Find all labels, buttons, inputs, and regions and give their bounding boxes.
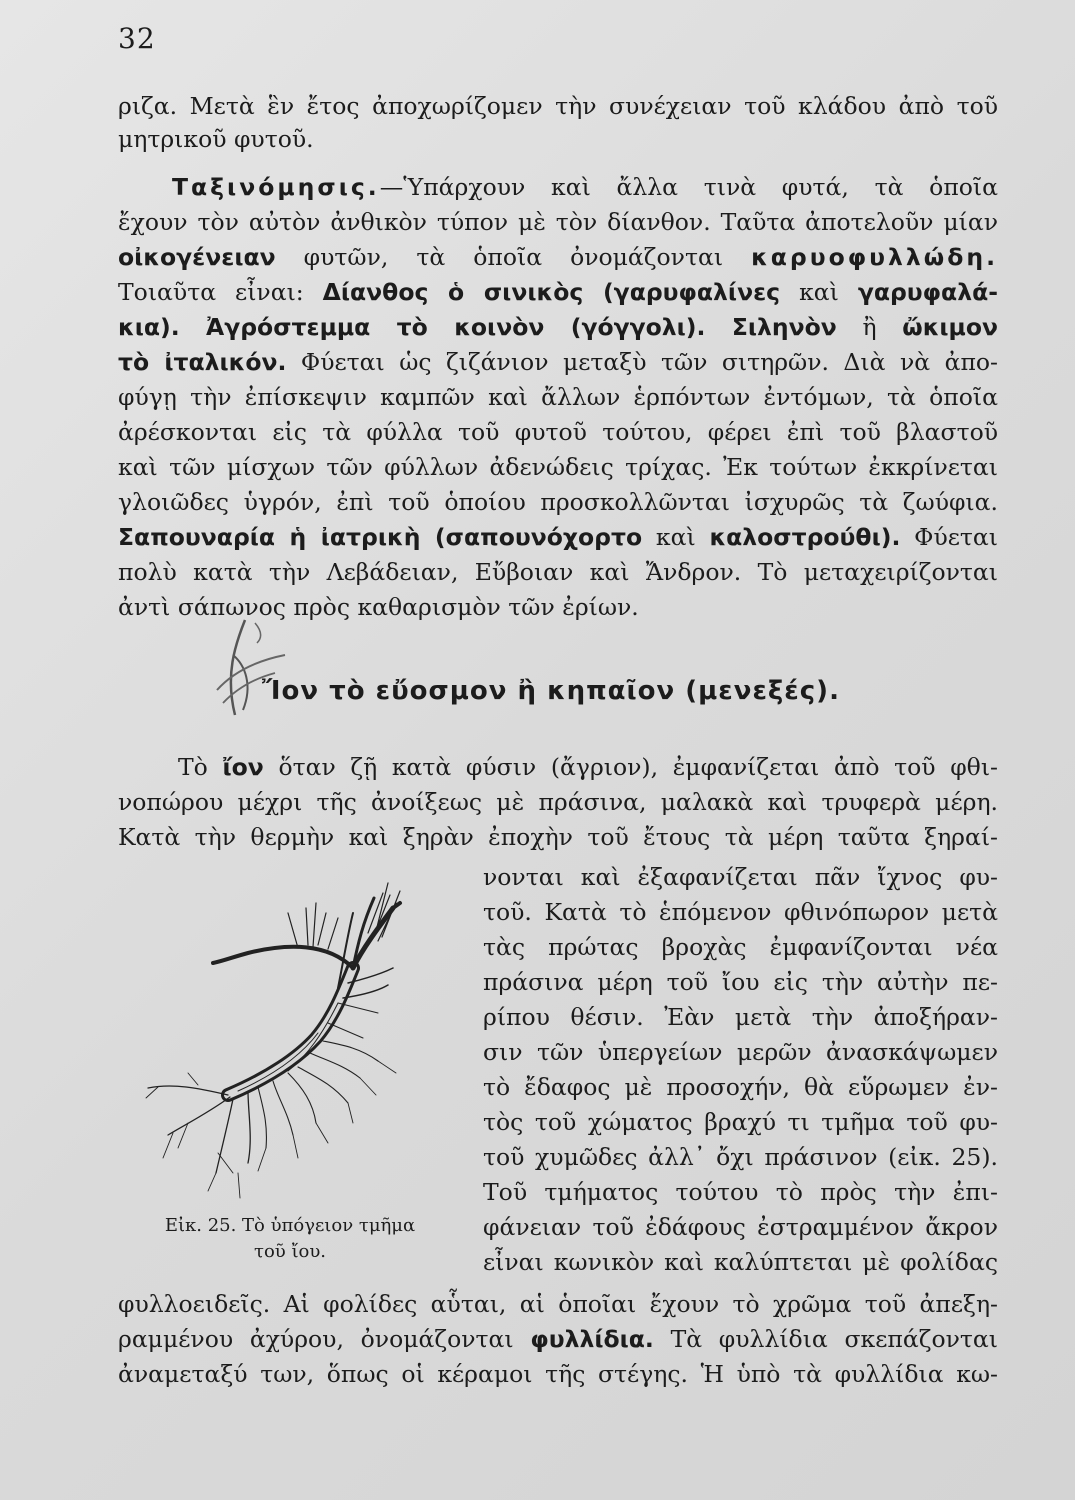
text-line: φύγῃ τὴν ἐπίσκεψιν καμπῶν καὶ ἄλλων ἑρπόντων ἐντόμων, τὰ ὁποῖα xyxy=(118,383,998,411)
page-number: 32 xyxy=(118,22,156,55)
text-line: Τοῦ τμήματος τούτου τὸ πρὸς τὴν ἐπι- xyxy=(483,1178,998,1206)
caption-line: Εἰκ. 25. Τὸ ὑπόγειον τμῆμα xyxy=(164,1215,416,1236)
figure-caption xyxy=(130,1213,450,1265)
text-line: νονται καὶ ἐξαφανίζεται πᾶν ἴχνος φυ- xyxy=(483,863,998,891)
text-line: πράσινα μέρη τοῦ ἴου εἰς τὴν αὐτὴν πε- xyxy=(483,968,998,996)
caption-line: τοῦ ἴου. xyxy=(253,1241,327,1262)
subheading-taxinomisis: Ταξινόμησις. xyxy=(172,173,380,201)
term-ion: ἴον xyxy=(222,753,264,781)
section-heading: Ἴον τὸ εὔοσμον ἢ κηπαῖον (μενεξές). xyxy=(262,676,840,706)
text-line: τοῦ. Κατὰ τὸ ἑπόμενον φθινόπωρον μετὰ xyxy=(483,898,998,926)
text-line: πολὺ κατὰ τὴν Λεβάδειαν, Εὔβοιαν καὶ Ἄνδρον. Τὸ μεταχειρίζονται xyxy=(118,558,998,586)
term-fyllidia: φυλλίδια. xyxy=(530,1325,654,1353)
text-line: Τοιαῦτα εἶναι: Δίανθος ὁ σινικὸς (γαρυφαλίνες καὶ γαρυφαλά- xyxy=(118,278,998,306)
term-agrostemma: κια). Ἀγρόστεμμα τὸ κοινὸν (γόγγολι). Σιληνὸν xyxy=(118,313,837,341)
text-line: οἰκογένειαν φυτῶν, τὰ ὁποῖα ὀνομάζονται καρυοφυλλώδη. xyxy=(118,243,998,271)
text-line: γλοιῶδες ὑγρόν, ἐπὶ τοῦ ὁποίου προσκολλῶνται ἰσχυρῶς τὰ ζωύφια. xyxy=(118,488,998,516)
text-line: Τὸ ἴον ὅταν ζῇ κατὰ φύσιν (ἄγριον), ἐμφανίζεται ἀπὸ τοῦ φθι- xyxy=(178,753,998,781)
text-line: νοπώρου μέχρι τῆς ἀνοίξεως μὲ πράσινα, μαλακὰ καὶ τρυφερὰ μέρη. xyxy=(118,788,998,816)
text-line: τὸ ἰταλικόν. Φύεται ὡς ζιζάνιον μεταξὺ τῶν σιτηρῶν. Διὰ νὰ ἀπο- xyxy=(118,348,998,376)
text-line: τοῦ χυμῶδες ἀλλ᾽ ὄχι πράσινον (εἰκ. 25). xyxy=(483,1143,998,1171)
text-line: τὸς τοῦ χώματος βραχύ τι τμῆμα τοῦ φυ- xyxy=(483,1108,998,1136)
text-line: τὸ ἔδαφος μὲ προσοχήν, θὰ εὕρωμεν ἐν- xyxy=(483,1073,998,1101)
text-line: ἀρέσκονται εἰς τὰ φύλλα τοῦ φυτοῦ τούτου, φέρει ἐπὶ τοῦ βλαστοῦ xyxy=(118,418,998,446)
text-line: ἔχουν τὸν αὐτὸν ἀνθικὸν τύπον μὲ τὸν δίανθον. Ταῦτα ἀποτελοῦν μίαν xyxy=(118,208,998,236)
text-line: ρίπου θέσιν. Ἐὰν μετὰ τὴν ἀποξήραν- xyxy=(483,1003,998,1031)
text-line: φάνειαν τοῦ ἐδάφους ἐστραμμένον ἄκρον xyxy=(483,1213,998,1241)
text-line: τὰς πρώτας βροχὰς ἐμφανίζονται νέα xyxy=(483,933,998,961)
term-sapounaria: Σαπουναρία ἡ ἰατρικὴ (σαπουνόχορτο xyxy=(118,523,643,551)
text-line: καὶ τῶν μίσχων τῶν φύλλων ἀδενώδεις τρίχας. Ἐκ τούτων ἐκκρίνεται xyxy=(118,453,998,481)
text-line: Σαπουναρία ἡ ἰατρικὴ (σαπουνόχορτο καὶ καλοστρούθι). Φύεται xyxy=(118,523,998,551)
term-oikogeneia: οἰκογένειαν xyxy=(118,243,276,271)
text-line: ριζα. Μετὰ ἓν ἔτος ἀποχωρίζομεν τὴν συνέχειαν τοῦ κλάδου ἀπὸ τοῦ xyxy=(118,92,998,120)
text-line: εἶναι κωνικὸν καὶ καλύπτεται μὲ φολίδας xyxy=(483,1248,998,1276)
pencil-mark-icon xyxy=(205,615,295,725)
text-line: Κατὰ τὴν θερμὴν καὶ ξηρὰν ἐποχὴν τοῦ ἔτους τὰ μέρη ταῦτα ξηραί- xyxy=(118,823,998,851)
text-line: ἀντὶ σάπωνος πρὸς καθαρισμὸν τῶν ἐρίων. xyxy=(118,593,639,621)
text-line: κια). Ἀγρόστεμμα τὸ κοινὸν (γόγγολι). Σιληνὸν ἢ ὤκιμον xyxy=(118,313,998,341)
violet-rhizome-illustration xyxy=(138,873,458,1203)
text-line: ραμμένου ἀχύρου, ὀνομάζονται φυλλίδια. Τὰ φυλλίδια σκεπάζονται xyxy=(118,1325,998,1353)
text-line: μητρικοῦ φυτοῦ. xyxy=(118,125,314,153)
text-line: Ταξινόμησις.—Ὑπάρχουν καὶ ἄλλα τινὰ φυτά, τὰ ὁποῖα xyxy=(172,173,998,201)
term-italikon: τὸ ἰταλικόν. xyxy=(118,348,287,376)
text-line: φυλλοειδεῖς. Αἱ φολίδες αὗται, αἱ ὁποῖαι ἔχουν τὸ χρῶμα τοῦ ἀπεξη- xyxy=(118,1290,998,1318)
text-line: ἀναμεταξύ των, ὅπως οἱ κέραμοι τῆς στέγης. Ἡ ὑπὸ τὰ φυλλίδια κω- xyxy=(118,1360,998,1388)
text-line: σιν τῶν ὑπεργείων μερῶν ἀνασκάψωμεν xyxy=(483,1038,998,1066)
term-karyofyllodi: καρυοφυλλώδη. xyxy=(751,243,998,271)
term-dianthos: Δίανθος ὁ σινικὸς (γαρυφαλίνες xyxy=(322,278,781,306)
